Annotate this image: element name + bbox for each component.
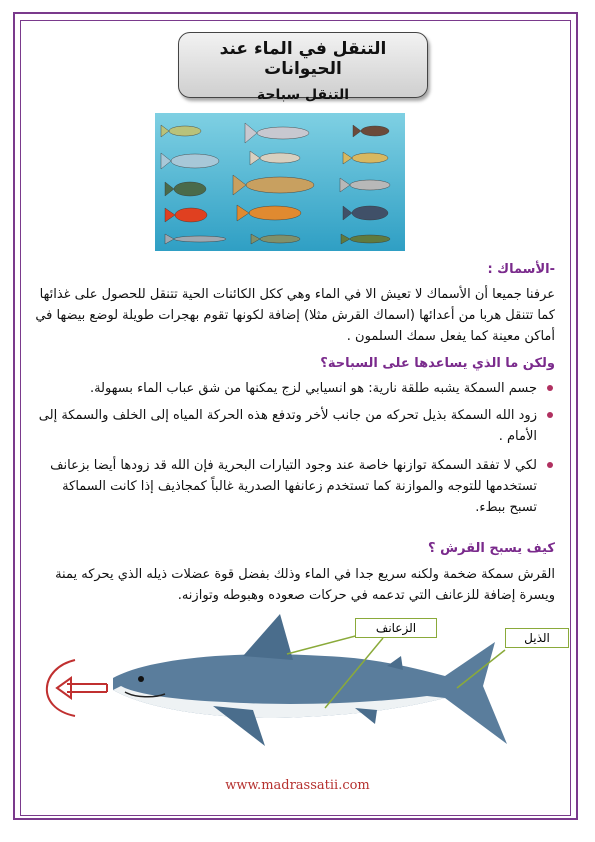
shark-paragraph: القرش سمكة ضخمة ولكنه سريع جدا في الماء وذلك بفضل قوة عضلات ذيله الذي يحركه يمنة ويسرة إضافة للزعانف التي تدعمه في حركات صعوده وهبوطه وتوازنه. xyxy=(55,567,555,603)
list-item xyxy=(35,455,555,518)
title-box xyxy=(178,32,428,103)
tail-label: الذيل xyxy=(505,628,569,648)
fish-illustration xyxy=(155,113,405,251)
swim-question: ولكن ما الذي يساعدها على السباحة؟ xyxy=(320,356,555,371)
fish-paragraph: عرفنا جميعا أن الأسماك لا تعيش الا في الماء وهي ككل الكائنات الحية تتنقل للحصول على غذائها كما تتنقل هربا من أعدائها (اسماك القرش مثلا) إضافة لكونها تقوم بهجرات طويلة لوضع بيضها في أماكن معينة كما يفعل سمك السلمون . xyxy=(35,287,555,344)
bullet-text: زود الله السمكة بذيل تحركه من جانب لأخر وتدفع هذه الحركة المياه إلى الخلف والسمكة إلى الأمام . xyxy=(38,408,537,444)
page-subtitle: التنقل سباحة xyxy=(256,87,350,103)
bullet-icon xyxy=(547,462,553,468)
shark-diagram xyxy=(25,612,575,772)
shark-body xyxy=(113,614,507,746)
fish-heading: -الأسماك : xyxy=(487,262,555,277)
list-item xyxy=(35,405,555,447)
bullet-text: جسم السمكة يشبه طلقة نارية: هو انسيابي لزج يمكنها من شق عباب الماء بسهولة. xyxy=(89,381,537,396)
fins-label: الزعانف xyxy=(355,618,437,638)
website-footer: www.madrassatii.com xyxy=(225,778,370,793)
bullet-icon xyxy=(547,412,553,418)
bullet-text: لكي لا تفقد السمكة توازنها خاصة عند وجود التيارات البحرية فإن الله قد زودها أيضا بزعانف تستخدمها للتوجه والموازنة كما تستخدم زعانفها الصدرية غالباً كمجاذيف إذا كانت السماكة تسبح ببطء. xyxy=(50,458,537,515)
shark-question: كيف يسبح القرش ؟ xyxy=(428,541,555,556)
shark-illustration xyxy=(25,612,575,772)
list-item xyxy=(35,378,555,399)
page-title: التنقل في الماء عند الحيوانات xyxy=(219,39,387,79)
bullet-icon xyxy=(547,385,553,391)
swim-bullet-list xyxy=(35,378,555,518)
